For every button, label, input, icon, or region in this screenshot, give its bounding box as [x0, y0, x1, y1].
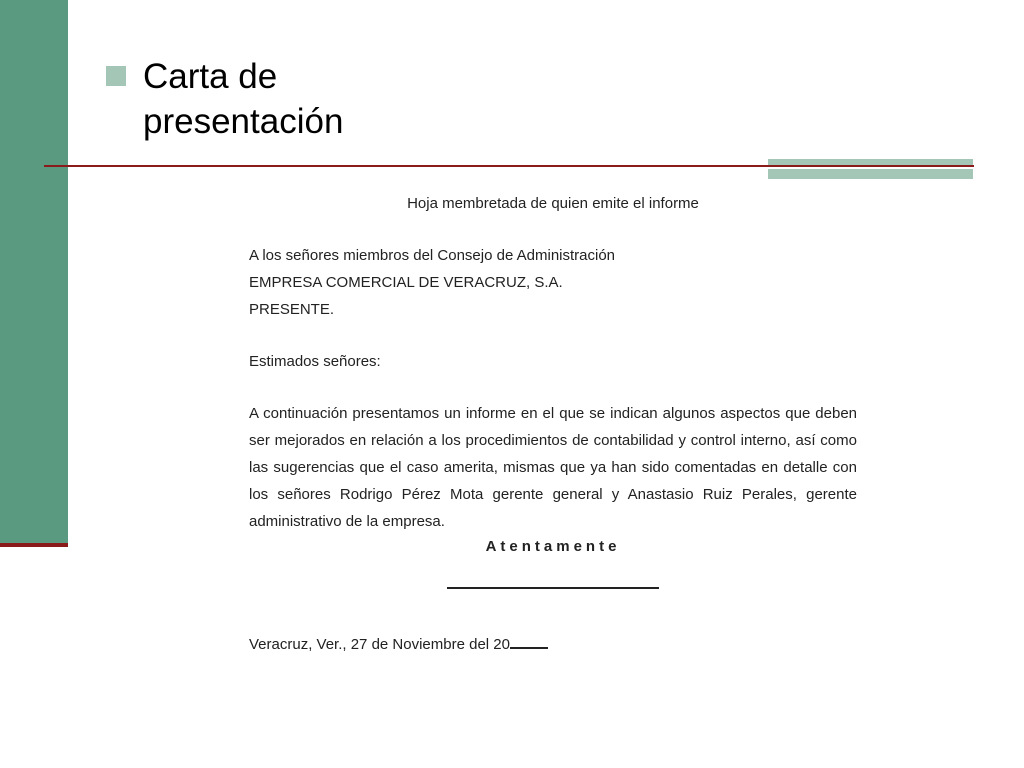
recipient-company: EMPRESA COMERCIAL DE VERACRUZ, S.A. [249, 274, 563, 291]
sidebar-decoration [0, 0, 68, 545]
recipient-line: A los señores miembros del Consejo de Administración [249, 247, 616, 264]
year-blank [510, 632, 548, 649]
divider-accent [768, 159, 973, 179]
signature-line [447, 569, 659, 589]
place-date [249, 631, 857, 658]
cover-letter [249, 190, 857, 658]
recipient-presente: PRESENTE. [249, 301, 335, 318]
sidebar-base-rule [0, 543, 68, 547]
title-bullet-icon [106, 66, 126, 86]
letterhead: Hoja membretada de quien emite el informe [407, 195, 699, 212]
slide-title-line-2: presentación [143, 102, 344, 141]
slide-title [143, 54, 343, 144]
slide-title-line-1: Carta de [143, 57, 278, 96]
recipient-block [249, 242, 857, 323]
salutation: Estimados señores: [249, 353, 381, 370]
place-date-text: Veracruz, Ver., 27 de Noviembre del 20 [249, 636, 510, 653]
closing: Atentamente [485, 538, 621, 555]
letter-body: A continuación presentamos un informe en el que se indican algunos aspectos que deben ser mejorados en relación a los procedimientos de contabilidad y control interno, así como las sugerencias que el caso amerita, mismas que ya han sido comentadas en detalle con los señores Rodrigo Pérez Mota gerente general y Anastasio Ruiz Perales, gerente administrativo de la empresa. [249, 405, 857, 530]
